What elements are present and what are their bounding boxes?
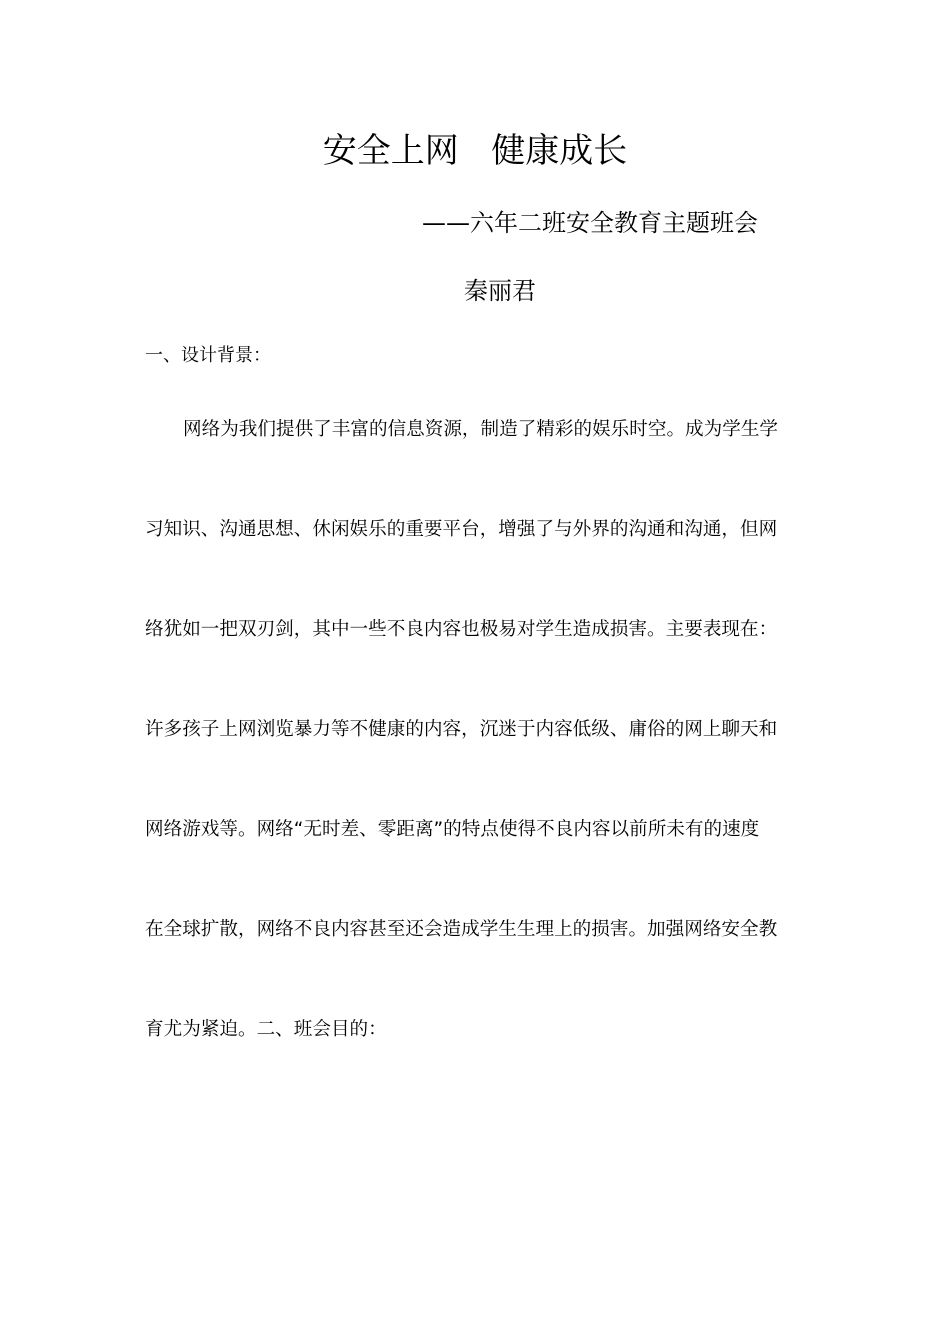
document-title: 安全上网 健康成长	[322, 131, 628, 171]
paragraph-line: 网络游戏等。网络“无时差、零距离”的特点使得不良内容以前所未有的速度	[145, 819, 760, 840]
author-name: 秦丽君	[464, 277, 536, 305]
paragraph-line: 在全球扩散，网络不良内容甚至还会造成学生生理上的损害。加强网络安全教	[145, 919, 778, 940]
paragraph-line: 育尤为紧迫。二、班会目的：	[145, 1019, 387, 1040]
paragraph-line: 习知识、沟通思想、休闲娱乐的重要平台，增强了与外界的沟通和沟通，但网	[145, 519, 778, 540]
section-heading-background: 一、设计背景：	[145, 345, 271, 366]
paragraph-line: 网络为我们提供了丰富的信息资源，制造了精彩的娱乐时空。成为学生学	[183, 419, 779, 440]
paragraph-line: 络犹如一把双刃剑，其中一些不良内容也极易对学生造成损害。主要表现在：	[145, 619, 778, 640]
document-subtitle: ——六年二班安全教育主题班会	[422, 209, 758, 237]
paragraph-line: 许多孩子上网浏览暴力等不健康的内容，沉迷于内容低级、庸俗的网上聊天和	[145, 719, 778, 740]
